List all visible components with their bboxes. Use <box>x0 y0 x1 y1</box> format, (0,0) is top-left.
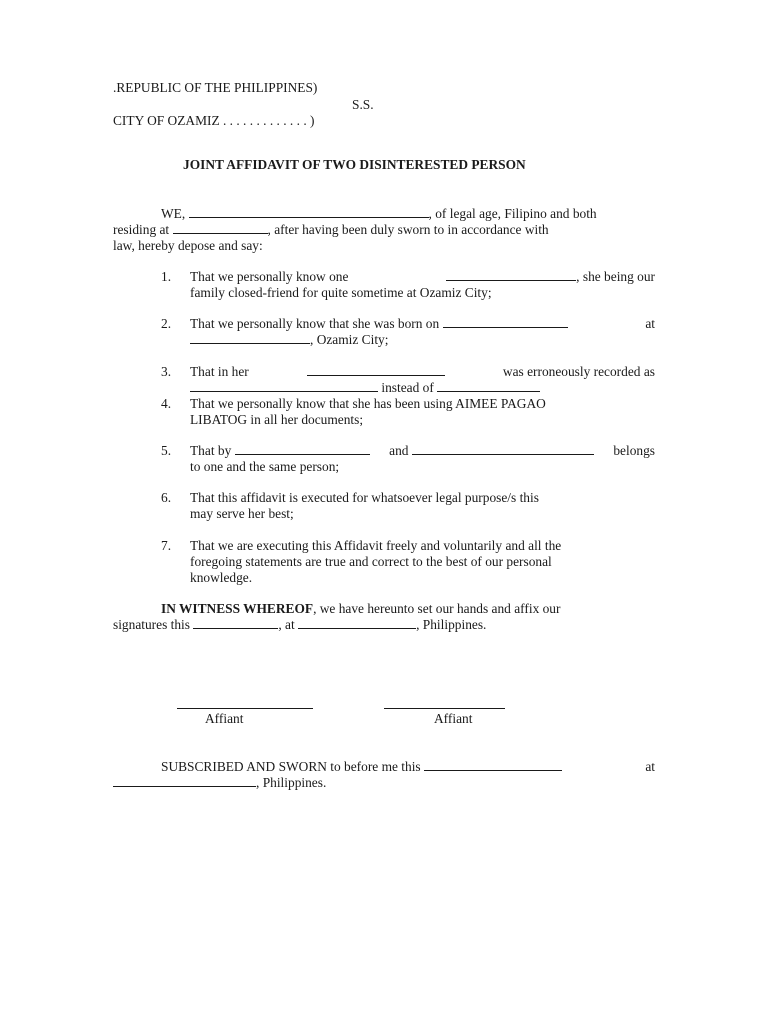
item-text: , she being our <box>576 269 655 284</box>
intro-after: , after having been duly sworn to in accordance with <box>267 222 549 237</box>
signing-date-blank[interactable] <box>193 617 278 629</box>
item-text: at <box>645 316 655 331</box>
jurat-paragraph <box>113 759 655 791</box>
recorded-name-blank[interactable] <box>190 380 378 392</box>
item-text: belongs <box>613 443 655 458</box>
item-text: That we personally know one <box>190 269 349 284</box>
item-text: That in her <box>190 364 249 379</box>
correct-name-blank[interactable] <box>437 380 540 392</box>
item-number: 4. <box>161 396 172 411</box>
intro-residing: residing at <box>113 222 170 237</box>
person-name-blank[interactable] <box>446 269 576 281</box>
item-number: 2. <box>161 316 172 331</box>
item-number: 7. <box>161 538 172 553</box>
residence-blank[interactable] <box>173 222 268 234</box>
name-two-blank[interactable] <box>412 443 594 455</box>
item-text: That we are executing this Affidavit freely and voluntarily and all the <box>190 538 562 553</box>
item-text: That by <box>190 443 232 458</box>
item-text: That we personally know that she has been using AIMEE PAGAO <box>190 396 546 411</box>
jurat-date-blank[interactable] <box>424 759 562 771</box>
item-text: LIBATOG in all her documents; <box>190 412 364 427</box>
jurat-text: at <box>645 759 655 774</box>
intro-paragraph <box>113 206 655 254</box>
item-number: 5. <box>161 443 172 458</box>
witness-heading: IN WITNESS WHEREOF <box>161 601 314 616</box>
jurat-text: SUBSCRIBED AND SWORN to before me this <box>161 759 421 774</box>
signing-place-blank[interactable] <box>298 617 416 629</box>
jurat-place-blank[interactable] <box>113 775 256 787</box>
caption-city: CITY OF OZAMIZ . . . . . . . . . . . . . ) <box>113 113 315 128</box>
intro-legal-age: , of legal age, Filipino and both <box>428 206 597 221</box>
affiant-label-2: Affiant <box>434 711 473 726</box>
affiant-signature-line-1[interactable] <box>177 708 313 709</box>
affiant-signature-line-2[interactable] <box>384 708 505 709</box>
item-text: knowledge. <box>190 570 253 585</box>
item-text: , Ozamiz City; <box>310 332 389 347</box>
jurat-text: , Philippines. <box>256 775 327 790</box>
item-number: 6. <box>161 490 172 505</box>
item-text: may serve her best; <box>190 506 294 521</box>
intro-line-2 <box>113 222 655 238</box>
item-text: was erroneously recorded as <box>502 364 655 379</box>
item-text: foregoing statements are true and correct to the best of our personal <box>190 554 552 569</box>
item-text: family closed-friend for quite sometime at Ozamiz City; <box>190 285 492 300</box>
intro-we: WE, <box>161 206 186 221</box>
affiant-label-1: Affiant <box>205 711 244 726</box>
witness-text: , at <box>278 617 295 632</box>
item-number: 1. <box>161 269 172 284</box>
intro-line-1 <box>113 206 655 222</box>
names-blank[interactable] <box>189 206 429 218</box>
item-text: and <box>389 443 409 458</box>
witness-text: , Philippines. <box>416 617 487 632</box>
witness-text: , we have hereunto set our hands and affix our <box>313 601 561 616</box>
document-blank[interactable] <box>307 364 445 376</box>
birth-place-blank[interactable] <box>190 332 310 344</box>
intro-line-3: law, hereby depose and say: <box>113 238 263 253</box>
item-text: That we personally know that she was born on <box>190 316 440 331</box>
document-title: JOINT AFFIDAVIT OF TWO DISINTERESTED PERSON <box>183 157 526 172</box>
caption-republic: .REPUBLIC OF THE PHILIPPINES) <box>113 80 318 95</box>
witness-text: signatures this <box>113 617 190 632</box>
name-one-blank[interactable] <box>235 443 370 455</box>
item-text: to one and the same person; <box>190 459 340 474</box>
birth-date-blank[interactable] <box>443 316 568 328</box>
item-text: instead of <box>381 380 434 395</box>
item-number: 3. <box>161 364 172 379</box>
witness-paragraph <box>113 601 655 633</box>
item-text: That this affidavit is executed for whatsoever legal purpose/s this <box>190 490 539 505</box>
caption-ss: S.S. <box>352 97 374 112</box>
